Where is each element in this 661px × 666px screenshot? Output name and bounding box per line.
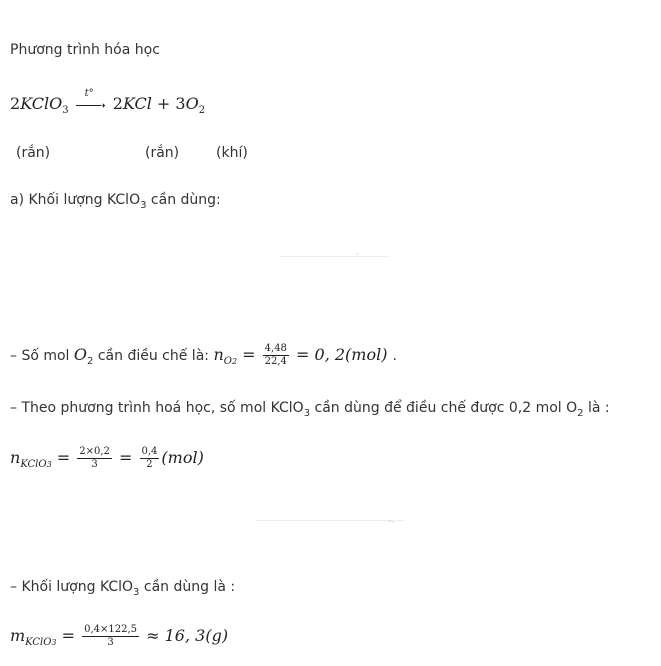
reaction-equation: 2KClO$_3$ t° ➝ $2KCl + 3O_2$	[10, 87, 206, 116]
faint-artifact-dot: ·	[356, 250, 359, 260]
state-gas: (khí)	[216, 145, 248, 161]
fraction-0-4-over-2: $\frac{0,4}{2}$	[141, 446, 158, 470]
state-solid-2: (rắn)	[145, 145, 180, 161]
fraction-2x0-2-over-3: $\frac{2\times 0,2}{3}$	[79, 446, 110, 470]
faint-artifact-dot-2: ᵕ·	[388, 518, 395, 528]
step-3-mass-kclo3: – Khối lượng KClO$_3$ cần dùng là :	[10, 579, 236, 598]
fraction-4-48-over-22-4: $\frac{4,48}{22,4}$	[264, 343, 287, 367]
heading: Phương trình hóa học	[10, 42, 160, 58]
state-solid-1: (rắn)	[16, 145, 51, 161]
formula-moles-kclo3: $n_{KClO3}$ = $\frac{2\times 0,2}{3}$ = $\frac{0,4}{2}$ (mol)	[10, 446, 204, 470]
heat-condition: t°	[84, 87, 94, 99]
faint-artifact-line-2	[255, 520, 405, 521]
faint-artifact-line	[280, 256, 390, 257]
step-2-moles-kclo3: – Theo phương trình hoá học, số mol KClO$_3$ cần dùng để điều chế được 0,2 mol $O_2$ là :	[10, 400, 610, 419]
formula-mass-kclo3: $m_{KClO3}$ = $\frac{0,4\times 122,5}{3}$ ≈ 16, 3(g)	[10, 624, 229, 648]
part-a-title: a) Khối lượng KClO$_3$ cần dùng:	[10, 192, 221, 211]
step-1-moles-o2: – Số mol $O_2$ cần điều chế là: $n_{O2}$ = $\frac{4,48}{22,4}$ = 0, 2(mol) .	[10, 343, 397, 367]
fraction-0-4x122-5-over-3: $\frac{0,4\times 122,5}{3}$	[84, 624, 138, 648]
reaction-arrow: t° ➝	[76, 98, 106, 112]
